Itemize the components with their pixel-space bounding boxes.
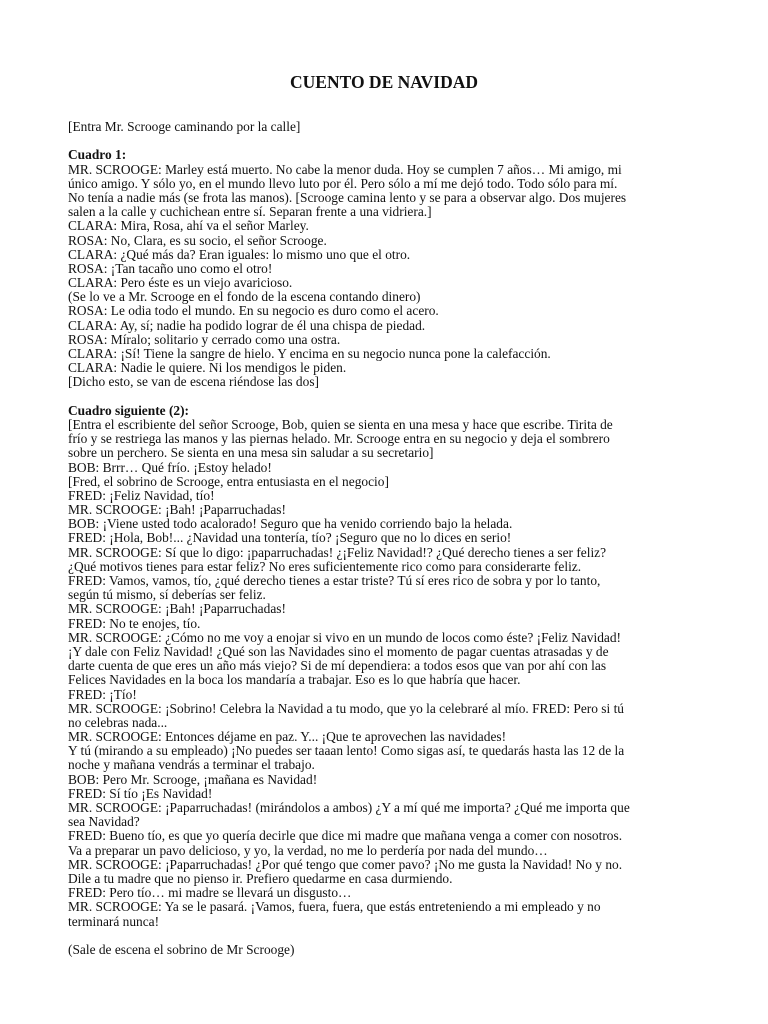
text-line: FRED: Pero tío… mi madre se llevará un disgusto… — [68, 885, 352, 901]
text-line: [Entra el escribiente del señor Scrooge, Bob, quien se sienta en una mesa y hace que escribe. Tirita de — [68, 416, 613, 432]
text-line: ¿Qué motivos tienes para estar feliz? No eres suficientemente rico como para considerarte feliz. — [68, 558, 582, 574]
text-line: CLARA: Nadie le quiere. Ni los mendigos le piden. — [68, 360, 347, 376]
scene-1-text — [68, 163, 700, 390]
text-line: FRED: ¡Hola, Bob!... ¿Navidad una tontería, tío? ¡Seguro que no lo dices en serio! — [68, 530, 512, 546]
text-line: terminará nunca! — [68, 913, 160, 929]
text-line: Felices Navidades en la boca los mandaría a trabajar. Eso es lo que habría que hacer. — [68, 672, 521, 688]
text-line: MR. SCROOGE: ¡Bah! ¡Paparruchadas! — [68, 601, 286, 617]
text-line: [Fred, el sobrino de Scrooge, entra entusiasta en el negocio] — [68, 473, 389, 489]
text-line: BOB: ¡Viene usted todo acalorado! Seguro que ha venido corriendo bajo la helada. — [68, 516, 513, 532]
text-line: darte cuenta de que eres un año más viejo? Si de mí dependiera: a todos esos que van por ahí con las — [68, 658, 607, 674]
text-line: MR. SCROOGE: ¡Paparruchadas! ¿Por qué tengo que comer pavo? ¡No me gusta la Navidad! No y no. — [68, 856, 623, 872]
text-line: ¡Y dale con Feliz Navidad! ¿Qué son las Navidades sino el momento de pagar cuentas atrasadas y de — [68, 643, 609, 659]
text-line: MR. SCROOGE: ¡Bah! ¡Paparruchadas! — [68, 502, 286, 518]
text-line: [Dicho esto, se van de escena riéndose las dos] — [68, 374, 319, 390]
text-line: ROSA: Le odia todo el mundo. En su negocio es duro como el acero. — [68, 303, 439, 319]
text-line: MR. SCROOGE: ¿Cómo no me voy a enojar si vivo en un mundo de locos como éste? ¡Feliz Navidad! — [68, 629, 622, 645]
text-line: MR. SCROOGE: Marley está muerto. No cabe la menor duda. Hoy se cumplen 7 años… Mi amigo, mi — [68, 161, 622, 177]
text-line: FRED: Sí tío ¡Es Navidad! — [68, 785, 213, 801]
text-line: ROSA: No, Clara, es su socio, el señor Scrooge. — [68, 232, 327, 248]
blank-line — [68, 390, 700, 404]
text-line: (Se lo ve a Mr. Scrooge en el fondo de la escena contando dinero) — [68, 289, 421, 305]
text-line: CLARA: ¡Sí! Tiene la sangre de hielo. Y encima en su negocio nunca pone la calefacción. — [68, 346, 551, 361]
text-line: MR. SCROOGE: Entonces déjame en paz. Y... ¡Que te aprovechen las navidades! — [68, 729, 507, 745]
text-line: ROSA: ¡Tan tacaño uno como el otro! — [68, 260, 273, 276]
text-line: Dile a tu madre que no pienso ir. Prefiero quedarme en casa durmiendo. — [68, 870, 453, 886]
text-line: BOB: Brrr… Qué frío. ¡Estoy helado! — [68, 459, 272, 475]
scene-2-text — [68, 418, 700, 929]
text-line: FRED: Bueno tío, es que yo quería decirle que dice mi madre que mañana venga a comer con nosotros. — [68, 828, 623, 844]
text-line: MR. SCROOGE: ¡Sobrino! Celebra la Navidad a tu modo, que yo la celebraré al mío. FRED: Pero si tú — [68, 700, 624, 716]
text-line: salen a la calle y cuchichean entre sí. Separan frente a una vidriera.] — [68, 204, 432, 220]
text-line: FRED: No te enojes, tío. — [68, 615, 201, 631]
text-line: único amigo. Y sólo yo, en el mundo llevo luto por él. Pero sólo a mí me dejó todo. Todo sólo para mí. — [68, 175, 618, 191]
text-line: Y tú (mirando a su empleado) ¡No puedes ser taaan lento! Como sigas así, te quedarás hasta las 12 de la — [68, 743, 625, 759]
text-line: sea Navidad? — [68, 814, 140, 830]
text-line: FRED: Vamos, vamos, tío, ¿qué derecho tienes a estar triste? Tú sí eres rico de sobra y por lo tanto, — [68, 573, 601, 588]
scene-2-heading: Cuadro siguiente (2): — [68, 402, 190, 418]
text-line: BOB: Pero Mr. Scrooge, ¡mañana es Navidad! — [68, 771, 318, 787]
scene-1-heading: Cuadro 1: — [68, 147, 127, 163]
text-line: CLARA: ¿Qué más da? Eran iguales: lo mismo uno que el otro. — [68, 246, 411, 262]
text-line: no celebras nada... — [68, 714, 168, 730]
text-line: frío y se restriega las manos y las piernas helado. Mr. Scrooge entra en su negocio y deja el sombrero — [68, 431, 610, 447]
text-line: FRED: ¡Tío! — [68, 686, 137, 702]
text-line: MR. SCROOGE: Ya se le pasará. ¡Vamos, fuera, fuera, que estás entreteniendo a mi empleado y no — [68, 899, 601, 915]
text-line: CLARA: Mira, Rosa, ahí va el señor Marley. — [68, 218, 309, 234]
text-line: noche y mañana vendrás a terminar el trabajo. — [68, 757, 315, 773]
stage-direction-intro: [Entra Mr. Scrooge caminando por la calle] — [68, 119, 301, 134]
text-line: según tú mismo, sí deberías ser feliz. — [68, 587, 266, 603]
stage-direction-outro: (Sale de escena el sobrino de Mr Scrooge) — [68, 941, 295, 957]
blank-line — [68, 134, 700, 148]
text-line: Va a preparar un pavo delicioso, y yo, la verdad, no me lo perdería por nada del mundo… — [68, 842, 548, 858]
text-line: CLARA: Ay, sí; nadie ha podido lograr de él una chispa de piedad. — [68, 317, 426, 333]
text-line: CLARA: Pero éste es un viejo avaricioso. — [68, 275, 293, 291]
text-line: MR. SCROOGE: Sí que lo digo: ¡paparruchadas! ¿¡Feliz Navidad!? ¿Qué derecho tienes a ser feliz? — [68, 544, 607, 560]
document-body — [68, 120, 700, 957]
text-line: MR. SCROOGE: ¡Paparruchadas! (mirándolos a ambos) ¿Y a mí qué me importa? ¿Qué me importa que — [68, 800, 630, 815]
text-line: FRED: ¡Feliz Navidad, tío! — [68, 487, 215, 503]
text-line: No tenía a nadie más (se frota las manos). [Scrooge camina lento y se para a observar algo. Dos mujeres — [68, 189, 627, 205]
page-title: CUENTO DE NAVIDAD — [290, 72, 478, 92]
text-line: sobre un perchero. Se sienta en una mesa sin saludar a su secretario] — [68, 445, 434, 461]
blank-line — [68, 929, 700, 943]
text-line: ROSA: Míralo; solitario y cerrado como una ostra. — [68, 331, 341, 347]
